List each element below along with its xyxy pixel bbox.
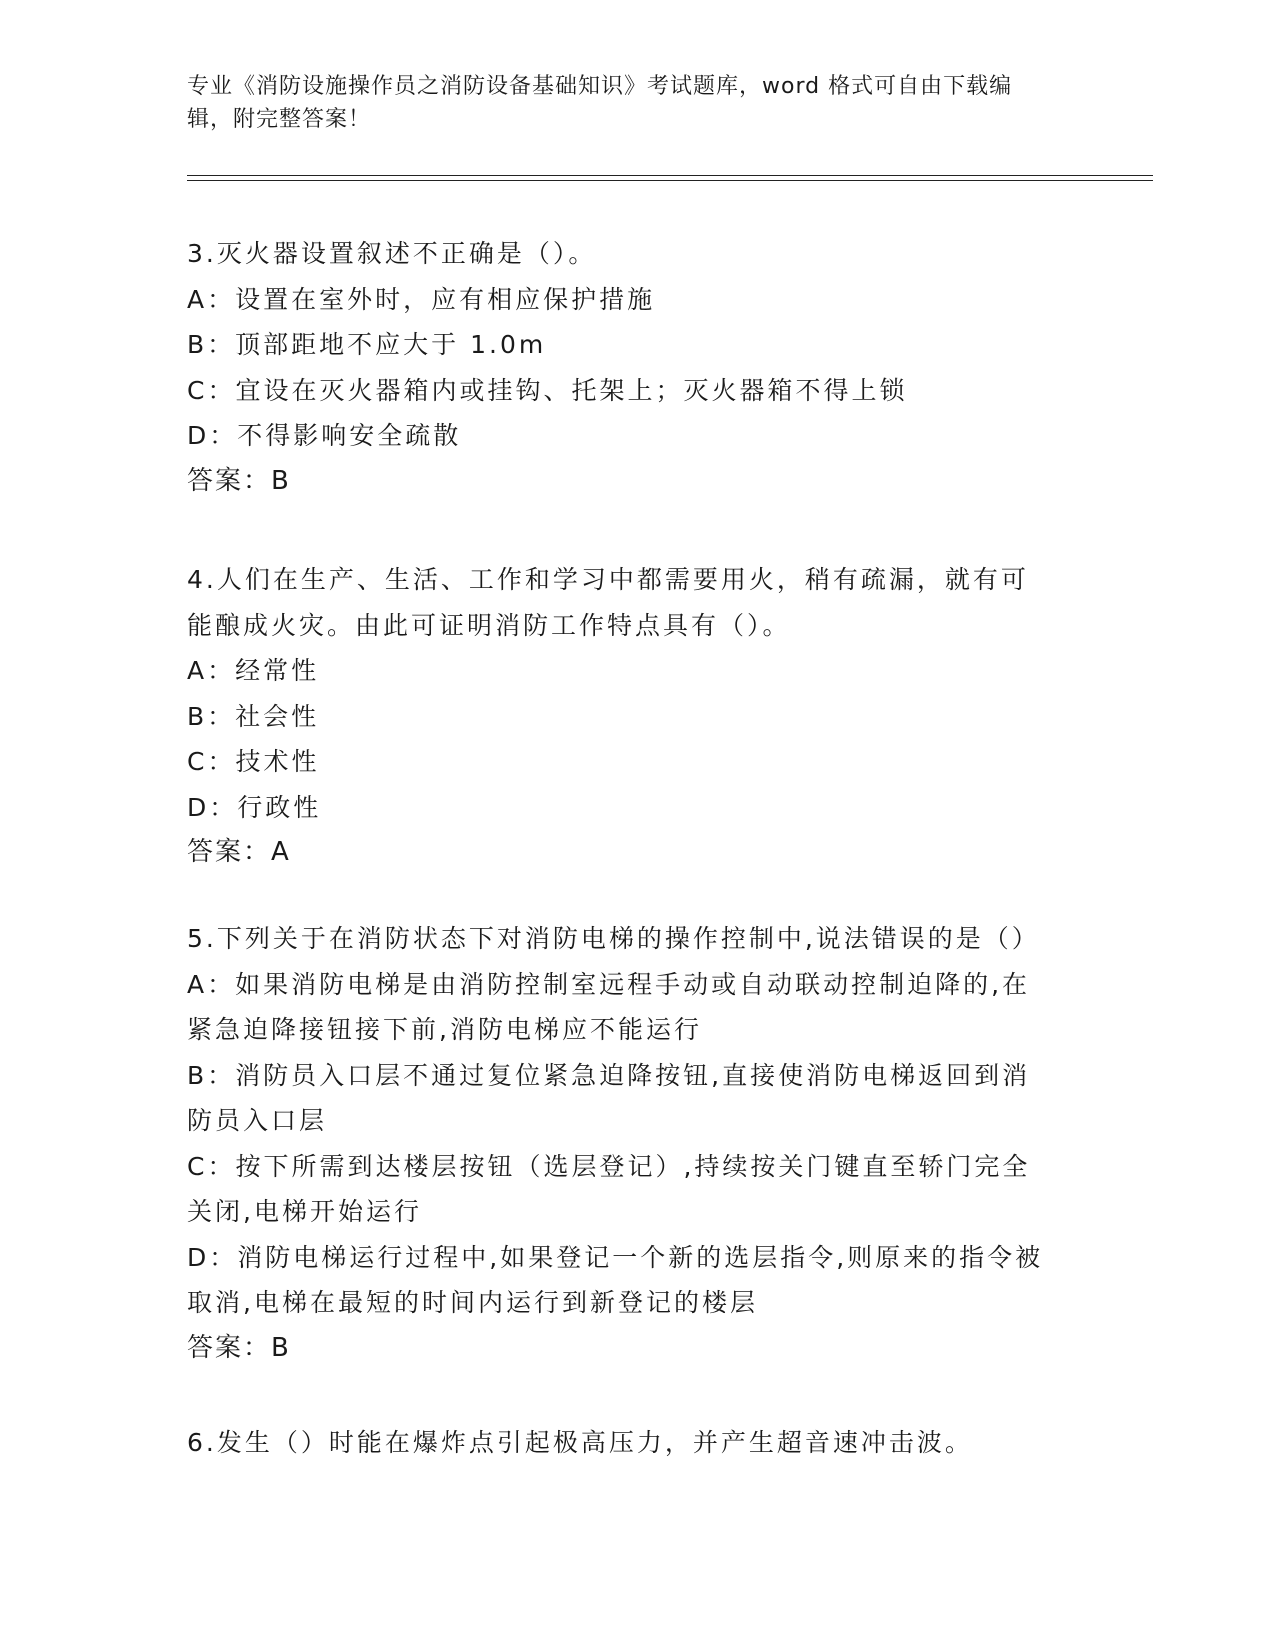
option-c: C：按下所需到达楼层按钮（选层登记）,持续按关门键直至轿门完全 — [187, 1151, 1031, 1181]
header-divider — [187, 175, 1153, 176]
answer-line: 答案：B — [187, 1332, 291, 1363]
option-b-continued: 防员入口层 — [187, 1106, 328, 1135]
option-c: C：宜设在灭火器箱内或挂钩、托架上；灭火器箱不得上锁 — [187, 375, 908, 405]
header-line: 专业《消防设施操作员之消防设备基础知识》考试题库，word 格式可自由下载编 — [187, 74, 1013, 99]
header-divider — [187, 180, 1153, 181]
option-d: D：消防电梯运行过程中,如果登记一个新的选层指令,则原来的指令被 — [187, 1242, 1044, 1272]
question-stem: 5.下列关于在消防状态下对消防电梯的操作控制中,说法错误的是（） — [187, 924, 1040, 953]
header-line: 辑，附完整答案！ — [187, 107, 372, 132]
option-d: D：行政性 — [187, 792, 322, 822]
document-header — [187, 70, 1087, 136]
answer-line: 答案：A — [187, 837, 291, 867]
option-d-continued: 取消,电梯在最短的时间内运行到新登记的楼层 — [187, 1288, 758, 1317]
question-stem: 4.人们在生产、生活、工作和学习中都需要用火，稍有疏漏，就有可 — [187, 565, 1029, 594]
option-b: B：顶部距地不应大于 1.0m — [187, 330, 547, 359]
option-c-continued: 关闭,电梯开始运行 — [187, 1197, 422, 1226]
option-b: B：消防员入口层不通过复位紧急迫降按钮,直接使消防电梯返回到消 — [187, 1060, 1031, 1090]
answer-line: 答案：B — [187, 465, 291, 496]
question-stem: 能酿成火灾。由此可证明消防工作特点具有（）。 — [187, 610, 791, 640]
question-block — [187, 231, 1087, 504]
question-block — [187, 1420, 1087, 1466]
option-a: A：经常性 — [187, 656, 320, 685]
question-stem: 6.发生（）时能在爆炸点引起极高压力，并产生超音速冲击波。 — [187, 1428, 973, 1457]
question-stem: 3.灭火器设置叙述不正确是（）。 — [187, 239, 597, 268]
option-d: D：不得影响安全疏散 — [187, 421, 462, 450]
question-block — [187, 916, 1087, 1371]
option-a-continued: 紧急迫降接钮接下前,消防电梯应不能运行 — [187, 1015, 702, 1044]
option-a: A：如果消防电梯是由消防控制室远程手动或自动联动控制迫降的,在 — [187, 969, 1031, 999]
option-a: A：设置在室外时，应有相应保护措施 — [187, 284, 656, 314]
option-c: C：技术性 — [187, 747, 320, 776]
question-block — [187, 557, 1087, 876]
option-b: B：社会性 — [187, 701, 320, 731]
